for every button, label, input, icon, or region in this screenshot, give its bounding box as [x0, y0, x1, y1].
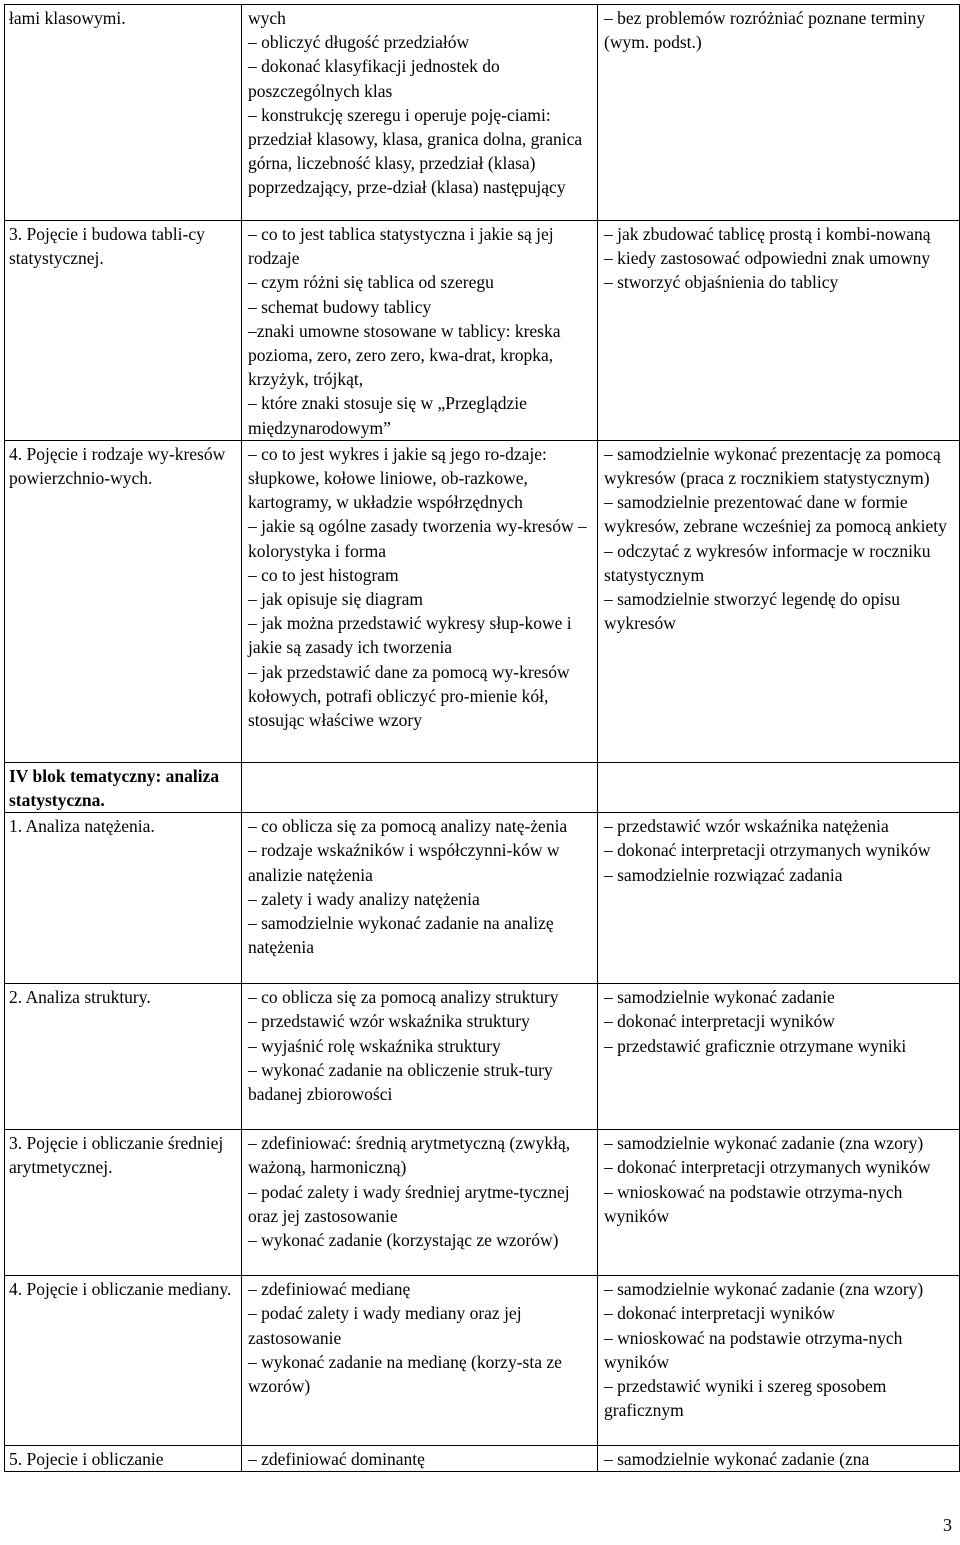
table-row [5, 1130, 960, 1276]
knowledge-cell [242, 762, 598, 812]
table-row [5, 5, 960, 221]
table-row [5, 221, 960, 441]
table-row [5, 1276, 960, 1446]
skills-cell: – samodzielnie wykonać zadanie (zna [598, 1446, 960, 1472]
knowledge-cell: – co oblicza się za pomocą analizy natę-żenia – rodzaje wskaźników i współczynni-ków w analizie natężenia – zalety i wady analizy natężenia – samodzielnie wykonać zadanie na analizę natężenia [242, 813, 598, 984]
topic-cell: 5. Pojecie i obliczanie [5, 1446, 242, 1472]
table-row [5, 984, 960, 1130]
page-number: 3 [943, 1515, 952, 1535]
table-row [5, 813, 960, 984]
skills-cell: – jak zbudować tablicę prostą i kombi-nowaną – kiedy zastosować odpowiedni znak umowny – stworzyć objaśnienia do tablicy [598, 221, 960, 441]
table-row [5, 1446, 960, 1472]
skills-cell: – samodzielnie wykonać zadanie – dokonać interpretacji wyników – przedstawić graficznie otrzymane wyniki [598, 984, 960, 1130]
topic-cell: 2. Analiza struktury. [5, 984, 242, 1130]
topic-cell: 3. Pojęcie i budowa tabli-cy statystycznej. [5, 221, 242, 441]
skills-cell: – samodzielnie wykonać zadanie (zna wzory) – dokonać interpretacji otrzymanych wyników – wnioskować na podstawie otrzyma-nych wyników [598, 1130, 960, 1276]
knowledge-cell: – co to jest tablica statystyczna i jakie są jej rodzaje – czym różni się tablica od szeregu – schemat budowy tablicy –znaki umowne stosowane w tablicy: kreska pozioma, zero, zero zero, kwa-drat, kropka, krzyżyk, trójkąt, – które znaki stosuje się w „Przeglądzie międzynarodowym” [242, 221, 598, 441]
skills-cell: – samodzielnie wykonać zadanie (zna wzory) – dokonać interpretacji wyników – wnioskować na podstawie otrzyma-nych wyników – przedstawić wyniki i szereg sposobem graficznym [598, 1276, 960, 1446]
knowledge-cell: – co oblicza się za pomocą analizy struktury – przedstawić wzór wskaźnika struktury – wyjaśnić rolę wskaźnika struktury – wykonać zadanie na obliczenie struk-tury badanej zbiorowości [242, 984, 598, 1130]
table-row [5, 440, 960, 762]
knowledge-cell: – co to jest wykres i jakie są jego ro-dzaje: słupkowe, kołowe liniowe, ob-razkowe, kartogramy, w układzie współrzędnych – jakie są ogólne zasady tworzenia wy-kresów – kolorystyka i forma – co to jest histogram – jak opisuje się diagram – jak można przedstawić wykresy słup-kowe i jakie są zasady ich tworzenia – jak przedstawić dane za pomocą wy-kresów kołowych, potrafi obliczyć pro-mienie kół, stosując właściwe wzory [242, 440, 598, 762]
knowledge-cell: – zdefiniować dominantę [242, 1446, 598, 1472]
skills-cell: – bez problemów rozróżniać poznane terminy (wym. podst.) [598, 5, 960, 221]
skills-cell [598, 762, 960, 812]
skills-cell: – przedstawić wzór wskaźnika natężenia – dokonać interpretacji otrzymanych wyników – samodzielnie rozwiązać zadania [598, 813, 960, 984]
curriculum-table [4, 4, 960, 1472]
topic-cell: 4. Pojęcie i obliczanie mediany. [5, 1276, 242, 1446]
knowledge-cell: – zdefiniować: średnią arytmetyczną (zwykłą, ważoną, harmoniczną) – podać zalety i wady średniej arytme-tycznej oraz jej zastosowanie – wykonać zadanie (korzystając ze wzorów) [242, 1130, 598, 1276]
topic-cell: 1. Analiza natężenia. [5, 813, 242, 984]
table-row [5, 762, 960, 812]
knowledge-cell: – zdefiniować medianę – podać zalety i wady mediany oraz jej zastosowanie – wykonać zadanie na medianę (korzy-sta ze wzorów) [242, 1276, 598, 1446]
topic-cell: 4. Pojęcie i rodzaje wy-kresów powierzchnio-wych. [5, 440, 242, 762]
topic-cell: łami klasowymi. [5, 5, 242, 221]
skills-cell: – samodzielnie wykonać prezentację za pomocą wykresów (praca z rocznikiem statystycznym) – samodzielnie prezentować dane w formie wykresów, zebrane wcześniej za pomocą ankiety – odczytać z wykresów informacje w roczniku statystycznym – samodzielnie stworzyć legendę do opisu wykresów [598, 440, 960, 762]
block-title-cell: IV blok tematyczny: analiza statystyczna. [5, 762, 242, 812]
knowledge-cell: wych – obliczyć długość przedziałów – dokonać klasyfikacji jednostek do poszczególnych klas – konstrukcję szeregu i operuje poję-ciami: przedział klasowy, klasa, granica dolna, granica górna, liczebność klasy, przedział (klasa) poprzedzający, prze-dział (klasa) następujący [242, 5, 598, 221]
topic-cell: 3. Pojęcie i obliczanie średniej arytmetycznej. [5, 1130, 242, 1276]
